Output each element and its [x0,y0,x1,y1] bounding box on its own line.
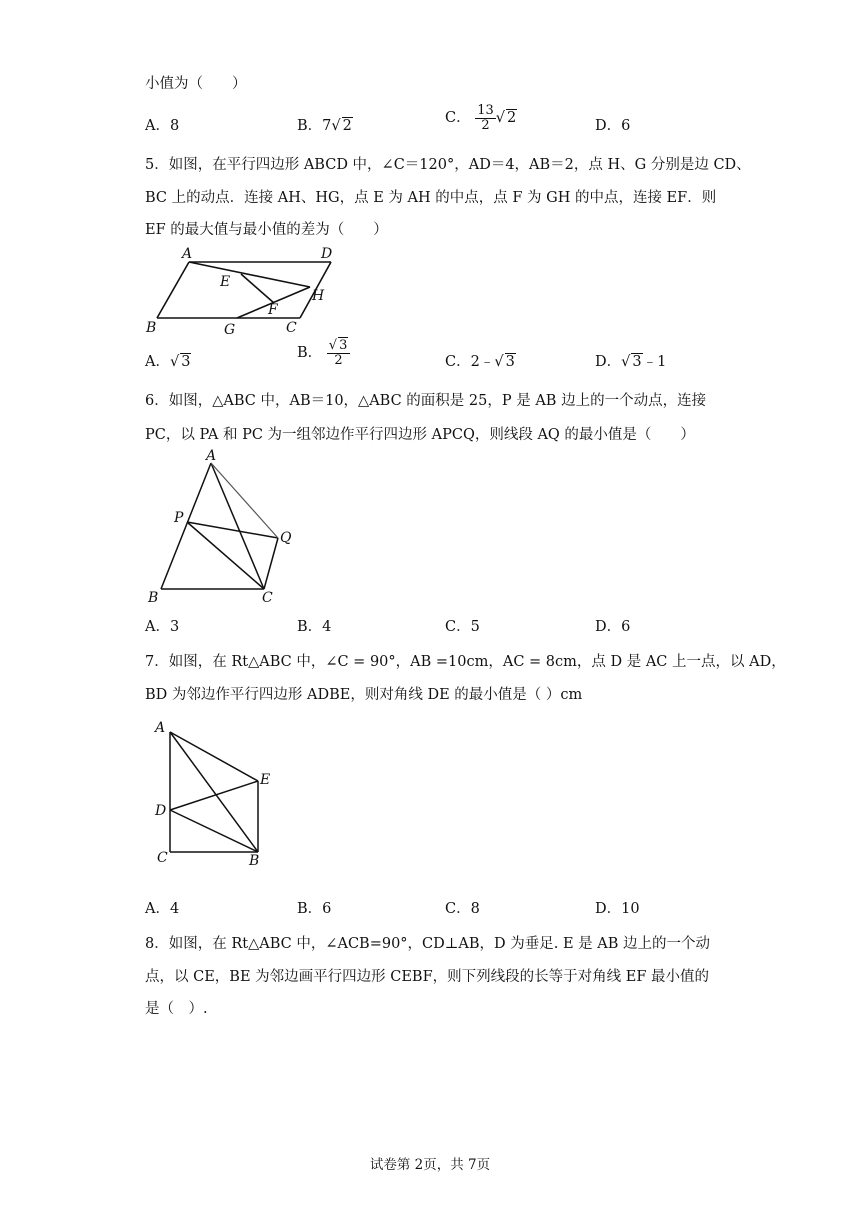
segment-pq [187,522,278,538]
page-footer: 试卷第 2页，共 7页 [369,1157,491,1173]
segment-pc [187,522,264,589]
segment-de [170,781,258,810]
option-a[interactable]: A．√ 3 [145,354,191,370]
segment-db [170,810,258,852]
label-a: A [182,246,193,262]
option-b[interactable]: B．4 [297,619,332,635]
option-d[interactable]: D．10 [595,901,640,917]
q5-stem-line3: EF 的最大值与最小值的差为（ ） [145,222,388,238]
label-p: P [174,510,184,526]
fraction: $\frac{13}{2}$ [477,103,494,133]
label-c: C [157,850,168,866]
q5-stem-line2: BC 上的动点．连接 AH、HG，点 E 为 AH 的中点，点 F 为 GH 的中点，连接 EF．则 [145,190,717,206]
option-b[interactable]: B． $\frac{√ 3}{2}$ [297,339,350,367]
label-e: E [260,772,271,788]
label-b: B [249,853,260,869]
option-a[interactable]: A．8 [145,118,180,134]
option-d[interactable]: D．6 [595,619,631,635]
option-d[interactable]: D．6 [595,118,631,134]
q6-stem-line2: PC，以 PA 和 PC 为一组邻边作平行四边形 APCQ，则线段 AQ 的最小值是（ ） [145,427,695,443]
q5-stem-line1: 5．如图，在平行四边形 ABCD 中，∠C＝120°，AD＝4，AB＝2，点 H、G 分别是边 CD、 [145,157,751,173]
q6-figure-triangle [140,448,320,608]
label-e: E [220,274,231,290]
edge-ab [170,732,258,852]
option-d[interactable]: D．√ 3﹣1 [595,354,667,370]
segment-ah [189,262,310,287]
q5-figure-parallelogram [140,244,360,340]
option-c[interactable]: C．2﹣√ 3 [445,354,515,370]
edge-ac [211,463,264,589]
label-g: G [224,322,236,338]
edge-ab [161,463,211,589]
q7-figure-right-triangle [145,712,285,872]
option-a[interactable]: A．4 [145,901,180,917]
edge-ab [157,262,189,318]
question-continuation: 小值为（ ） [145,76,247,92]
q6-stem-line1: 6．如图，△ABC 中，AB＝10，△ABC 的面积是 25，P 是 AB 边上的一个动点，连接 [145,393,707,409]
label-d: D [321,246,333,262]
label-d: D [155,803,167,819]
label-h: H [312,288,325,304]
q8-stem-line1: 8．如图，在 Rt△ABC 中，∠ACB=90°，CD⊥AB，D 为垂足. E 是 AB 边上的一个动 [145,936,711,952]
q8-stem-line2: 点，以 CE，BE 为邻边画平行四边形 CEBF，则下列线段的长等于对角线 EF 最小值的 [145,969,710,985]
label-q: Q [280,530,292,546]
label-b: B [148,590,159,606]
label-a: A [206,448,217,464]
option-c[interactable]: C．5 [445,619,480,635]
edge-ae [170,732,258,781]
fraction: $\frac{√ 3}{2}$ [327,339,351,367]
q8-stem-line3: 是（ ）. [145,1001,208,1017]
option-b[interactable]: B．6 [297,901,332,917]
option-a[interactable]: A．3 [145,619,180,635]
q7-stem-line1: 7．如图，在 Rt△ABC 中，∠C = 90°，AB =10cm，AC = 8cm，点 D 是 AC 上一点，以 AD， [145,654,786,670]
segment-cq [264,538,278,589]
label-c: C [262,590,273,606]
label-b: B [146,320,157,336]
option-c[interactable]: C．8 [445,901,480,917]
q7-stem-line2: BD 为邻边作平行四边形 ADBE，则对角线 DE 的最小值是（ ）cm [145,687,583,703]
label-a: A [155,720,166,736]
segment-aq [211,463,278,538]
option-b[interactable]: B．7√ 2 [297,118,352,134]
label-f: F [268,302,278,318]
label-c: C [286,320,297,336]
option-c[interactable]: C． $\frac{13}{2}$ √ 2 [445,103,517,133]
